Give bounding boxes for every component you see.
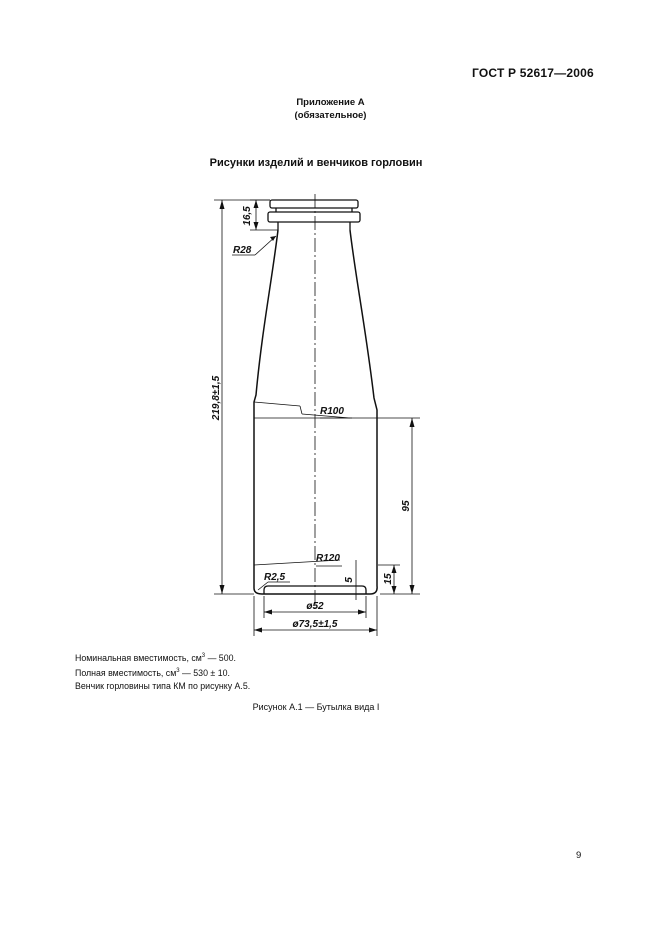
page-number: 9 (576, 850, 582, 861)
bottle-outline (254, 230, 377, 594)
dim-base-height: 15 (383, 573, 394, 585)
standard-code: ГОСТ Р 52617—2006 (472, 66, 594, 80)
dim-total-height: 219,8±1,5 (211, 375, 222, 421)
dim-corner-radius: R2,5 (264, 572, 286, 583)
dim-body-height: 95 (401, 500, 412, 512)
dimension-arrows (220, 200, 415, 633)
notes (75, 650, 250, 693)
finish-ring-bottom (268, 212, 360, 222)
note-nominal-capacity: Номинальная вместимость, $см^3$ — 500. (75, 652, 236, 663)
appendix-status: (обязательное) (294, 110, 367, 121)
figure-caption: Рисунок А.1 — Бутылка вида I (252, 702, 380, 712)
appendix-title: Приложение А (296, 97, 365, 108)
dim-bottom-radius: R120 (316, 553, 340, 564)
dim-base-diameter: ø52 (306, 601, 324, 612)
dimension-lines (214, 200, 420, 636)
dim-base-recess: 5 (344, 577, 355, 583)
dim-neck-height: 16,5 (242, 206, 253, 226)
finish-ring-top (270, 200, 358, 208)
dim-body-diameter: ø73,5±1,5 (292, 619, 338, 630)
section-title: Рисунки изделий и венчиков горловин (209, 157, 423, 169)
dim-shoulder-radius: R28 (233, 245, 252, 256)
note-finish-type: Венчик горловины типа КМ по рисунку А.5. (75, 680, 251, 691)
dim-body-radius: R100 (320, 406, 344, 417)
note-full-capacity: Полная вместимость, $см^3$ — 530 ± 10. (75, 667, 230, 678)
